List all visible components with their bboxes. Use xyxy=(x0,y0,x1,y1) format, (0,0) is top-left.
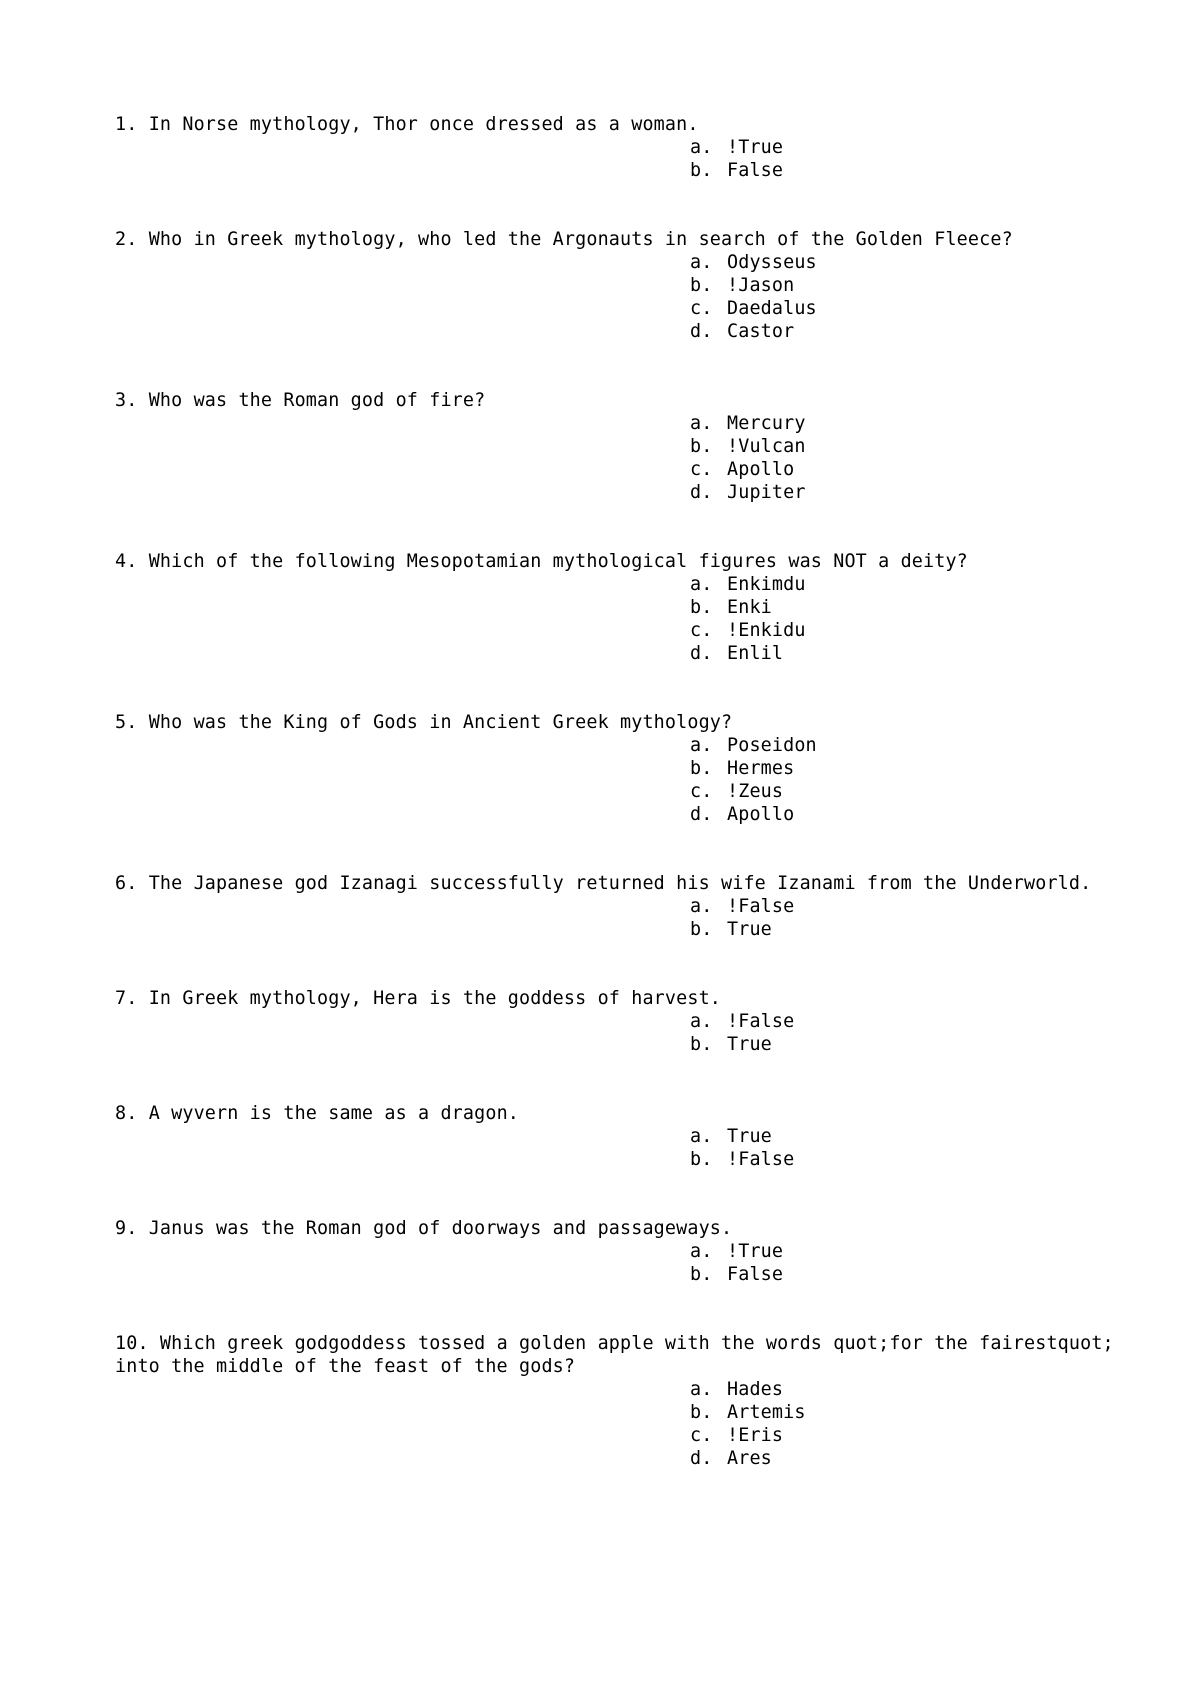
answer-text: Artemis xyxy=(727,1402,806,1423)
answer-option xyxy=(690,1378,1115,1401)
answer-option xyxy=(690,1148,1115,1171)
question-number: 8. xyxy=(115,1103,138,1124)
question-prompt: A wyvern is the same as a dragon. xyxy=(148,1103,520,1124)
answer-text: Enki xyxy=(727,597,772,618)
question-prompt: Who in Greek mythology, who led the Argonauts in search of the Golden Fleece? xyxy=(148,229,1013,250)
answer-option xyxy=(690,297,1115,320)
answer-text: True xyxy=(727,1126,772,1147)
answer-letter: a. xyxy=(690,1126,713,1147)
question-number: 4. xyxy=(115,551,138,572)
question-10 xyxy=(115,1332,1126,1470)
answer-list xyxy=(690,1125,1115,1171)
question-prompt: Which of the following Mesopotamian mythological figures was NOT a deity? xyxy=(148,551,968,572)
answer-letter: a. xyxy=(690,137,713,158)
question-number: 5. xyxy=(115,712,138,733)
answer-letter: c. xyxy=(690,781,713,802)
answer-option xyxy=(690,274,1115,297)
answer-text: Apollo xyxy=(727,459,795,480)
question-6 xyxy=(115,872,1115,941)
question-text xyxy=(115,872,1115,895)
question-text xyxy=(115,550,1115,573)
answer-text: !True xyxy=(727,1241,784,1262)
answer-letter: b. xyxy=(690,1034,713,1055)
question-8 xyxy=(115,1102,1115,1171)
answer-text: !False xyxy=(727,896,795,917)
question-number: 6. xyxy=(115,873,138,894)
answer-letter: c. xyxy=(690,1425,713,1446)
answer-text: !False xyxy=(727,1149,795,1170)
answer-text: Hermes xyxy=(727,758,795,779)
answer-list xyxy=(690,895,1115,941)
question-text xyxy=(115,1332,1126,1378)
answer-letter: c. xyxy=(690,620,713,641)
question-text xyxy=(115,987,1115,1010)
answer-letter: c. xyxy=(690,459,713,480)
answer-letter: a. xyxy=(690,1241,713,1262)
answer-letter: d. xyxy=(690,482,713,503)
answer-letter: a. xyxy=(690,413,713,434)
answer-text: Mercury xyxy=(727,413,806,434)
question-prompt: Which greek godgoddess tossed a golden apple with the words quot;for the fairestquot; into the middle of the feast of the gods? xyxy=(115,1333,1126,1377)
answer-list xyxy=(690,573,1115,665)
answer-letter: a. xyxy=(690,735,713,756)
question-prompt: In Norse mythology, Thor once dressed as a woman. xyxy=(148,114,699,135)
answer-letter: b. xyxy=(690,597,713,618)
answer-list xyxy=(690,251,1115,343)
answer-text: True xyxy=(727,1034,772,1055)
question-7 xyxy=(115,987,1115,1056)
question-number: 3. xyxy=(115,390,138,411)
answer-text: False xyxy=(727,1264,784,1285)
answer-letter: d. xyxy=(690,1448,713,1469)
answer-letter: d. xyxy=(690,321,713,342)
question-3 xyxy=(115,389,1115,504)
answer-option xyxy=(690,412,1115,435)
question-number: 7. xyxy=(115,988,138,1009)
answer-option xyxy=(690,803,1115,826)
answer-text: False xyxy=(727,160,784,181)
answer-text: !Vulcan xyxy=(727,436,806,457)
answer-letter: a. xyxy=(690,574,713,595)
question-prompt: Who was the Roman god of fire? xyxy=(148,390,486,411)
answer-text: !Zeus xyxy=(727,781,784,802)
answer-text: Jupiter xyxy=(727,482,806,503)
answer-option xyxy=(690,251,1115,274)
answer-option xyxy=(690,619,1115,642)
answer-letter: b. xyxy=(690,436,713,457)
answer-option xyxy=(690,458,1115,481)
question-4 xyxy=(115,550,1115,665)
answer-text: True xyxy=(727,919,772,940)
question-text xyxy=(115,389,1115,412)
answer-option xyxy=(690,1424,1115,1447)
answer-option xyxy=(690,1033,1115,1056)
answer-option xyxy=(690,642,1115,665)
answer-text: Enkimdu xyxy=(727,574,806,595)
question-list xyxy=(115,113,1126,1516)
answer-option xyxy=(690,136,1115,159)
answer-option xyxy=(690,1401,1115,1424)
answer-list xyxy=(690,136,1115,182)
answer-option xyxy=(690,596,1115,619)
answer-option xyxy=(690,159,1115,182)
answer-letter: b. xyxy=(690,1149,713,1170)
answer-text: Apollo xyxy=(727,804,795,825)
answer-option xyxy=(690,1010,1115,1033)
answer-letter: a. xyxy=(690,1011,713,1032)
answer-option xyxy=(690,481,1115,504)
answer-option xyxy=(690,1125,1115,1148)
answer-option xyxy=(690,435,1115,458)
answer-letter: a. xyxy=(690,252,713,273)
answer-letter: d. xyxy=(690,643,713,664)
answer-option xyxy=(690,734,1115,757)
question-text xyxy=(115,113,1115,136)
answer-letter: b. xyxy=(690,1264,713,1285)
question-number: 2. xyxy=(115,229,138,250)
question-prompt: The Japanese god Izanagi successfully returned his wife Izanami from the Underworld. xyxy=(148,873,1092,894)
answer-option xyxy=(690,780,1115,803)
answer-option xyxy=(690,573,1115,596)
question-number: 10. xyxy=(115,1333,149,1354)
answer-option xyxy=(690,895,1115,918)
answer-letter: d. xyxy=(690,804,713,825)
answer-letter: a. xyxy=(690,1379,713,1400)
answer-list xyxy=(690,412,1115,504)
question-text xyxy=(115,711,1115,734)
answer-option xyxy=(690,918,1115,941)
answer-list xyxy=(690,1378,1115,1470)
question-9 xyxy=(115,1217,1115,1286)
answer-text: Hades xyxy=(727,1379,784,1400)
answer-text: Odysseus xyxy=(727,252,817,273)
answer-letter: b. xyxy=(690,160,713,181)
answer-option xyxy=(690,757,1115,780)
answer-option xyxy=(690,1447,1115,1470)
answer-option xyxy=(690,1240,1115,1263)
answer-list xyxy=(690,734,1115,826)
answer-letter: b. xyxy=(690,275,713,296)
question-2 xyxy=(115,228,1115,343)
question-1 xyxy=(115,113,1115,182)
question-5 xyxy=(115,711,1115,826)
question-text xyxy=(115,1217,1115,1240)
answer-list xyxy=(690,1010,1115,1056)
answer-letter: a. xyxy=(690,896,713,917)
answer-text: !False xyxy=(727,1011,795,1032)
answer-option xyxy=(690,320,1115,343)
answer-text: Poseidon xyxy=(727,735,817,756)
answer-letter: b. xyxy=(690,1402,713,1423)
answer-list xyxy=(690,1240,1115,1286)
answer-text: Enlil xyxy=(727,643,784,664)
answer-text: Daedalus xyxy=(727,298,817,319)
answer-text: !Eris xyxy=(727,1425,784,1446)
answer-text: !Enkidu xyxy=(727,620,806,641)
question-text xyxy=(115,1102,1115,1125)
answer-letter: b. xyxy=(690,758,713,779)
question-prompt: Janus was the Roman god of doorways and passageways. xyxy=(148,1218,733,1239)
answer-text: Castor xyxy=(727,321,795,342)
answer-letter: c. xyxy=(690,298,713,319)
answer-text: Ares xyxy=(727,1448,772,1469)
question-number: 9. xyxy=(115,1218,138,1239)
question-prompt: Who was the King of Gods in Ancient Greek mythology? xyxy=(148,712,733,733)
question-text xyxy=(115,228,1115,251)
answer-letter: b. xyxy=(690,919,713,940)
answer-text: !True xyxy=(727,137,784,158)
answer-text: !Jason xyxy=(727,275,795,296)
question-number: 1. xyxy=(115,114,138,135)
answer-option xyxy=(690,1263,1115,1286)
question-prompt: In Greek mythology, Hera is the goddess of harvest. xyxy=(148,988,722,1009)
